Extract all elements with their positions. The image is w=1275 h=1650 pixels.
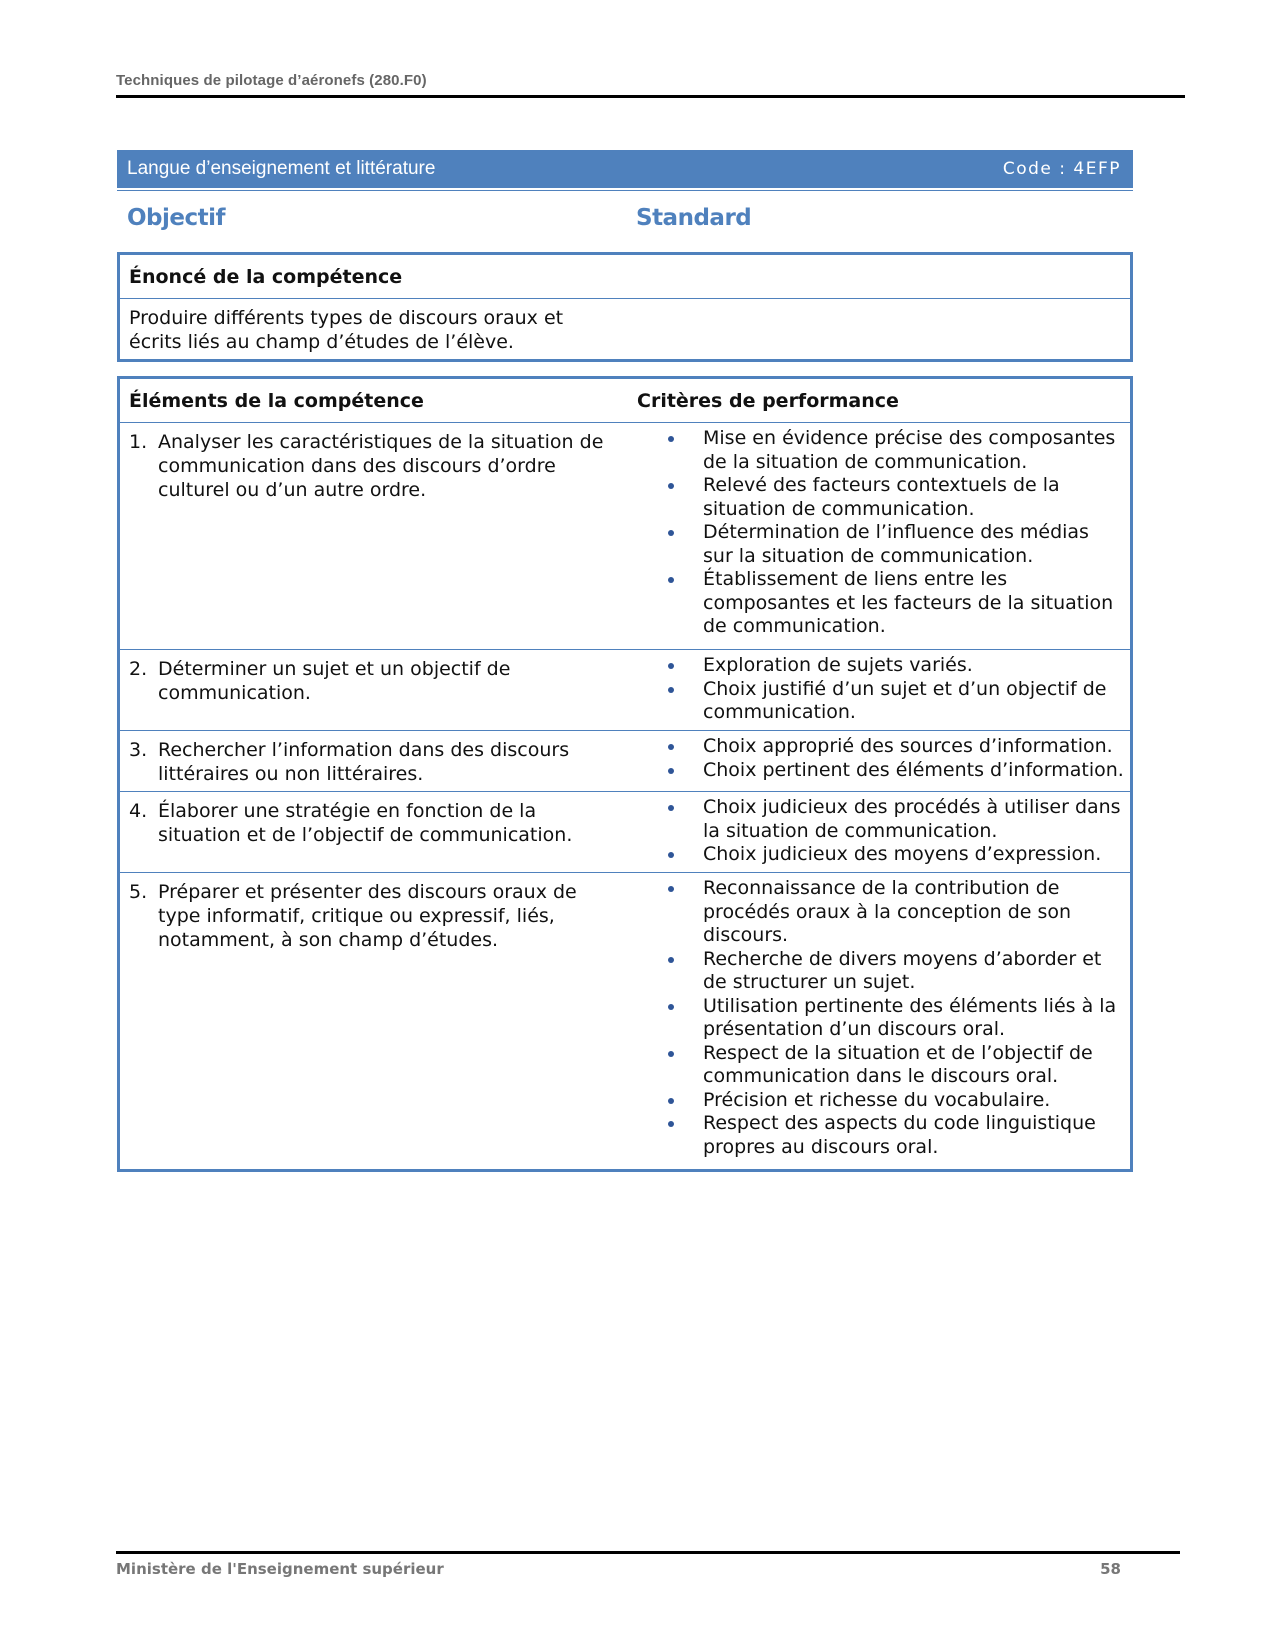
criterion-text: Respect des aspects du code linguistique propres au discours oral. [703,1112,1096,1158]
criterion-item [638,735,1124,759]
element-text: Préparer et présenter des discours oraux de type informatif, critique ou expressif, liés, notamment, à son champ d’études. [158,881,577,951]
program-title: Techniques de pilotage d’aéronefs (280.F0) [116,72,427,89]
criterion-item [638,427,1124,474]
element-number: 1. [129,431,148,453]
criterion-item [638,568,1124,639]
table-row [120,873,1130,1169]
bullet-icon [638,1089,703,1113]
page-footer [116,1551,1180,1578]
bullet-icon [638,1112,703,1159]
criterion-text: Mise en évidence précise des composantes de la situation de communication. [703,427,1116,473]
bullet-icon [638,568,703,639]
course-name: Langue d’enseignement et littérature [127,158,436,179]
running-head [116,72,1185,98]
enonce-text: Produire différents types de discours oraux et écrits liés au champ d’études de l’élève. [129,307,564,353]
criterion-text: Reconnaissance de la contribution de procédés oraux à la conception de son discours. [703,877,1072,946]
element-text: Élaborer une stratégie en fonction de la situation et de l’objectif de communication. [158,800,573,846]
table-row [120,792,1130,873]
criterion-item [638,796,1124,843]
elements-rows [120,423,1130,1169]
criteria-cell [628,792,1130,872]
criterion-text: Choix justifié d’un sujet et d’un objectif de communication. [703,677,1107,723]
header-rule [116,95,1185,98]
criterion-item [638,654,1124,678]
bullet-icon [638,877,703,948]
criterion-text: Détermination de l’influence des médias sur la situation de communication. [703,521,1089,567]
element-cell [120,792,628,872]
bullet-icon [638,474,703,521]
course-code: Code : 4EFP [1002,159,1121,179]
table-row [120,650,1130,731]
criterion-item [638,1042,1124,1089]
criteria-cell [628,873,1130,1169]
element-cell [120,731,628,791]
criterion-item [638,1112,1124,1159]
criterion-text: Choix judicieux des procédés à utiliser dans la situation de communication. [703,796,1121,842]
criterion-text: Utilisation pertinente des éléments liés à la présentation d’un discours oral. [703,994,1117,1040]
criterion-text: Exploration de sujets variés. [703,654,973,676]
bullet-icon [638,1042,703,1089]
bullet-icon [638,521,703,568]
course-banner [117,150,1133,190]
element-number: 3. [129,739,148,761]
criterion-item [638,948,1124,995]
criterion-item [638,759,1124,783]
criterion-text: Choix approprié des sources d’information. [703,735,1113,757]
criterion-item [638,678,1124,725]
element-number: 4. [129,800,148,822]
bullet-icon [638,796,703,843]
criterion-text: Respect de la situation et de l’objectif de communication dans le discours oral. [703,1041,1093,1087]
element-number: 5. [129,881,148,903]
elements-table [117,376,1133,1172]
criterion-text: Choix pertinent des éléments d’information. [703,758,1124,781]
enonce-box [117,252,1133,362]
element-number: 2. [129,658,148,680]
criterion-item [638,877,1124,948]
table-row [120,423,1130,650]
elements-header: Éléments de la compétence [129,389,424,412]
bullet-icon [638,995,703,1042]
publisher: Ministère de l'Enseignement supérieur [116,1560,444,1578]
standard-heading: Standard [636,205,752,231]
enonce-header: Énoncé de la compétence [120,255,1130,299]
criteria-cell [628,423,1130,649]
objectif-heading: Objectif [127,205,226,231]
criteria-header: Critères de performance [637,389,899,412]
element-cell [120,423,628,649]
criterion-item [638,521,1124,568]
bullet-icon [638,948,703,995]
criteria-cell [628,650,1130,730]
bullet-icon [638,427,703,474]
criterion-item [638,995,1124,1042]
element-text: Déterminer un sujet et un objectif de communication. [158,658,511,704]
column-headings [127,205,1127,239]
criterion-text: Relevé des facteurs contextuels de la situation de communication. [703,474,1060,520]
criterion-item [638,843,1124,867]
criterion-text: Recherche de divers moyens d’aborder et de structurer un sujet. [703,947,1102,993]
table-row [120,731,1130,792]
criterion-text: Choix judicieux des moyens d’expression. [703,843,1102,865]
bullet-icon [638,654,703,678]
criteria-cell [628,731,1130,791]
element-cell [120,650,628,730]
criterion-text: Précision et richesse du vocabulaire. [703,1088,1051,1111]
elements-table-header [120,379,1130,423]
criterion-item [638,474,1124,521]
element-text: Rechercher l’information dans des discours littéraires ou non littéraires. [158,739,570,785]
element-cell [120,873,628,1169]
footer-rule [116,1551,1180,1554]
criterion-text: Établissement de liens entre les composantes et les facteurs de la situation de communication. [703,568,1114,637]
bullet-icon [638,735,703,759]
bullet-icon [638,678,703,725]
bullet-icon [638,759,703,783]
criterion-item [638,1089,1124,1113]
element-text: Analyser les caractéristiques de la situation de communication dans des discours d’ordre culturel ou d’un autre ordre. [158,431,604,501]
bullet-icon [638,843,703,867]
page-number: 58 [1100,1560,1121,1578]
